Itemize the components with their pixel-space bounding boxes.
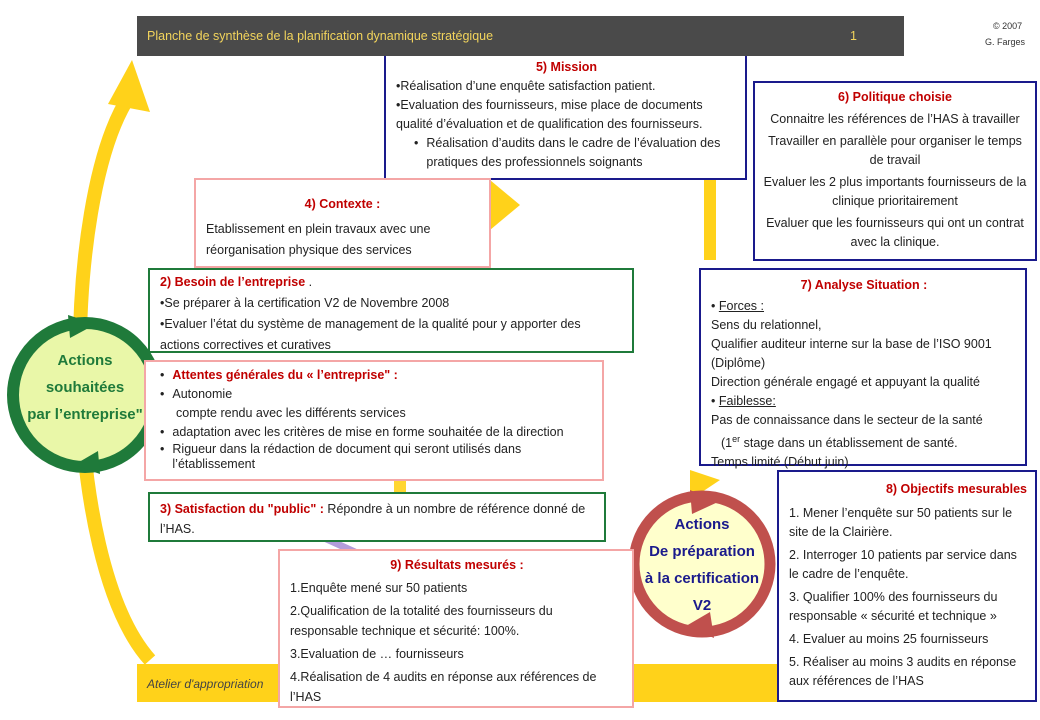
mission-item: •Réalisation d’une enquête satisfaction patient. bbox=[396, 79, 656, 93]
bullet-icon: • bbox=[160, 387, 165, 401]
besoin-title: 2) Besoin de l’entreprise bbox=[160, 275, 306, 289]
attentes-title: Attentes générales du « l’entreprise" : bbox=[172, 368, 398, 382]
attentes-item bbox=[160, 423, 594, 442]
politique-item: Travailler en parallèle pour organiser le temps de travail bbox=[768, 134, 1022, 167]
mission-title: 5) Mission bbox=[535, 60, 598, 74]
copyright: © 2007 bbox=[993, 21, 1023, 31]
besoin-item: •Se préparer à la certification V2 de Novembre 2008 bbox=[160, 296, 450, 310]
resultat-item: 4.Réalisation de 4 audits en réponse aux références de l’HAS bbox=[290, 670, 597, 704]
attentes-item bbox=[160, 442, 594, 472]
attentes-item bbox=[160, 385, 594, 404]
objectif-item: 4. Evaluer au moins 25 fournisseurs bbox=[789, 632, 989, 646]
faiblesse-item bbox=[711, 430, 1017, 453]
attentes-title-row bbox=[160, 366, 594, 385]
resultat-item: 2.Qualification de la totalité des fournisseurs du responsable technique et sécurité: 100%. bbox=[290, 604, 553, 638]
bullet-icon: • bbox=[160, 442, 165, 456]
politique-box bbox=[753, 81, 1037, 261]
mission-subitem-bullet: • bbox=[414, 136, 419, 150]
cycle-right-line-4: V2 bbox=[692, 597, 712, 614]
politique-item: Evaluer les 2 plus importants fournisseurs de la clinique prioritairement bbox=[763, 175, 1027, 208]
page-number: 1 bbox=[850, 29, 857, 43]
force-item: Direction générale engagé et appuyant la qualité bbox=[711, 375, 980, 389]
forces-heading: • Forces : bbox=[711, 299, 765, 313]
forces-label: Forces : bbox=[718, 299, 765, 313]
attentes-item-text: Rigueur dans la rédaction de document qui seront utilisés dans l’établissement bbox=[172, 442, 522, 471]
cycle-left-line-3: par l’entreprise" bbox=[27, 406, 143, 423]
satisfaction-title: 3) Satisfaction du "public" : bbox=[160, 502, 324, 516]
mission-subitem: Réalisation d’audits dans le cadre de l’évaluation des pratiques des professionnels soignants bbox=[426, 136, 721, 169]
besoin-title-suffix: . bbox=[305, 275, 313, 289]
objectifs-box bbox=[777, 470, 1037, 702]
besoin-item: •Evaluer l’état du système de management de la qualité pour y apporter des actions correctives et curatives bbox=[160, 317, 581, 352]
objectif-item: 3. Qualifier 100% des fournisseurs du responsable « sécurité et technique » bbox=[789, 590, 998, 623]
contexte-text: Etablissement en plein travaux avec une réorganisation physique des services bbox=[206, 222, 431, 257]
resultat-item: 1.Enquête mené sur 50 patients bbox=[290, 581, 468, 595]
cycle-right-line-3: à la certification bbox=[644, 570, 760, 587]
politique-title: 6) Politique choisie bbox=[838, 90, 952, 104]
resultats-title: 9) Résultats mesurés : bbox=[390, 558, 524, 572]
mission-item: •Evaluation des fournisseurs, mise place de documents qualité d’évaluation et de qualification des fournisseurs. bbox=[396, 98, 703, 131]
faiblesse-sup: er bbox=[732, 434, 741, 444]
cycle-left-line-1: Actions bbox=[57, 352, 113, 369]
author: G. Farges bbox=[985, 37, 1026, 47]
cycle-right-label bbox=[632, 511, 772, 619]
faiblesse-item: Temps limité (Début juin) bbox=[711, 455, 849, 470]
mission-box bbox=[384, 56, 747, 180]
attentes-item-text: adaptation avec les critères de mise en forme souhaitée de la direction bbox=[172, 425, 564, 439]
cycle-right-line-2: De préparation bbox=[649, 543, 755, 560]
attentes-item bbox=[160, 404, 594, 423]
bullet-icon: • bbox=[160, 425, 165, 439]
objectif-item: 1. Mener l’enquête sur 50 patients sur le site de la Clairière. bbox=[789, 506, 1013, 539]
force-item: Qualifier auditeur interne sur la base de l’ISO 9001 (Diplôme) bbox=[711, 337, 992, 370]
contexte-box bbox=[194, 178, 491, 268]
satisfaction-text: Répondre à un nombre de référence donné de l’HAS. bbox=[160, 502, 586, 536]
objectifs-title: 8) Objectifs mesurables bbox=[885, 482, 1027, 496]
faiblesse-label: Faiblesse: bbox=[718, 394, 776, 408]
force-item: Sens du relationnel, bbox=[711, 318, 822, 332]
attentes-item-text: compte rendu avec les différents services bbox=[176, 406, 406, 420]
slide-title: Planche de synthèse de la planification dynamique stratégique bbox=[147, 29, 494, 43]
faiblesse-item: Pas de connaissance dans le secteur de la santé bbox=[711, 413, 983, 427]
mission-subitem-row bbox=[396, 134, 737, 172]
faiblesse-text-a: (1 bbox=[721, 436, 733, 451]
cycle-left-line-2: souhaitées bbox=[45, 379, 125, 396]
analyse-box bbox=[699, 268, 1027, 470]
satisfaction-box bbox=[148, 492, 606, 542]
attentes-item-text: Autonomie bbox=[172, 387, 233, 401]
contexte-title: 4) Contexte : bbox=[304, 197, 381, 211]
faiblesse-heading: • Faiblesse: bbox=[711, 394, 776, 408]
resultat-item: 3.Evaluation de … fournisseurs bbox=[290, 647, 464, 661]
besoin-box bbox=[148, 268, 634, 353]
objectif-item: 5. Réaliser au moins 3 audits en réponse aux références de l’HAS bbox=[789, 655, 1017, 688]
cycle-left-label bbox=[15, 347, 155, 428]
cycle-right-line-1: Actions bbox=[674, 516, 730, 533]
bullet-icon: • bbox=[160, 368, 165, 382]
footer-text: Atelier d'appropriation bbox=[147, 677, 264, 691]
analyse-title: 7) Analyse Situation : bbox=[800, 278, 928, 292]
resultats-box bbox=[278, 549, 634, 708]
politique-item: Connaitre les références de l’HAS à travailler bbox=[770, 112, 1020, 126]
politique-item: Evaluer que les fournisseurs qui ont un contrat avec la clinique. bbox=[766, 216, 1024, 249]
objectif-item: 2. Interroger 10 patients par service dans le cadre de l’enquête. bbox=[789, 548, 1017, 581]
faiblesse-text-b: stage dans un établissement de santé. bbox=[740, 436, 958, 451]
attentes-box bbox=[144, 360, 604, 481]
